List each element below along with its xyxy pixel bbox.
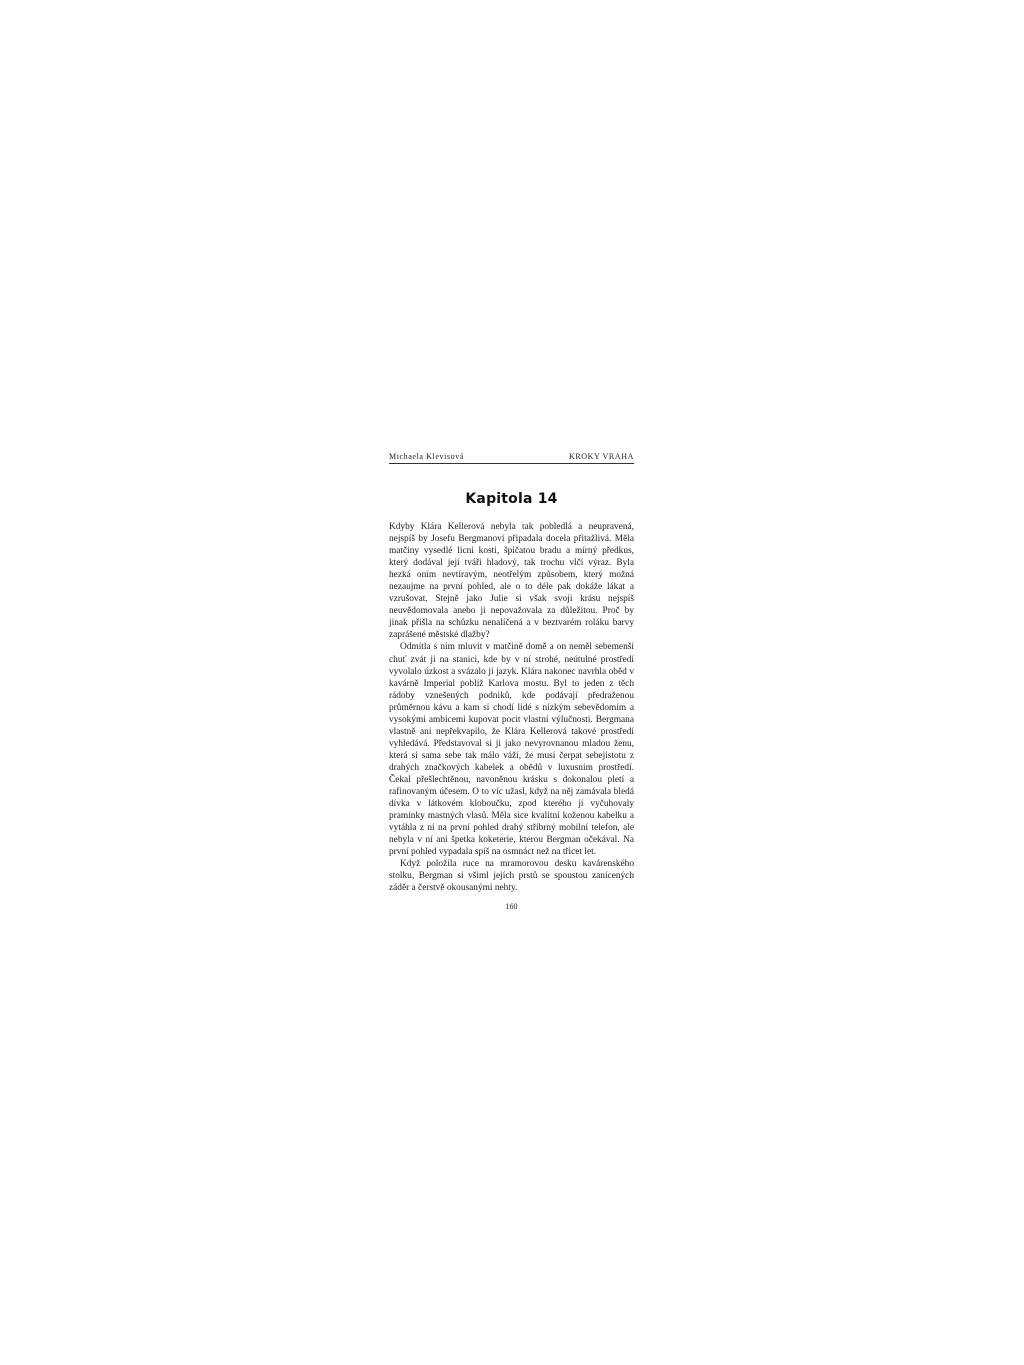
paragraph: Odmítla s ním mluvit v matčině domě a on neměl sebemenší chuť zvát ji na stanici, kde by v ní strohé, neútulné prostředí vyvolalo úzkost a svázalo jí jazyk. Klára nakonec navrhla oběd v kavárně Imperial poblíž Karlova mostu. Byl to jeden z těch rádoby vznešených podniků, kde podávají předraženou průměrnou kávu a kam si chodí lidé s nízkým sebevědomím a vysokými ambicemi kupovat pocit vlastní výlučnosti. Bergmana vlastně ani nepřekvapilo, že Klára Kellerová takové prostředí vyhledává. Představoval si ji jako nevyrovnanou mladou ženu, která si sama sebe tak málo váží, že musí čerpat sebejistotu z drahých značkových kabelek a obědů v luxusním prostředí. Čekal přešlechtěnou, navoněnou krásku s dokonalou pletí a rafinovaným účesem. O to víc užasl, když na něj zamávala bledá dívka v látkovém kloboučku, zpod kterého jí vyčuhovaly pramínky mastných vlasů. Měla sice kvalitní koženou kabelku a vytáhla z ní na první pohled drahý stříbrný mobilní telefon, ale nebyla v ní ani špetka koketerie, kterou Bergman očekával. Na první pohled vypadala spíš na osmnáct než na třicet let. — [389, 642, 634, 858]
chapter-body — [389, 521, 634, 894]
paragraph: Kdyby Klára Kellerová nebyla tak pobledlá a neupravená, nejspíš by Josefu Bergmanovi připadala docela přitažlivá. Měla matčiny vysedlé lícní kosti, špičatou bradu a mírný předkus, který dodával její tváři hladový, tak trochu vlčí výraz. Byla hezká oním nevtíravým, neotřelým způsobem, který možná nezaujme na první pohled, ale o to déle pak dokáže lákat a vzrušovat. Stejně jako Julie si však svoji krásu nejspíš neuvědomovala anebo ji nepovažovala za důležitou. Proč by jinak přišla na schůzku nenalíčená a v beztvarém roláku barvy zaprášené městské dlažby? — [389, 522, 634, 641]
header-author: Michaela Klevisová — [389, 452, 464, 461]
paragraph: Když položila ruce na mramorovou desku kavárenského stolku, Bergman si všiml jejích prstů se spoustou zanícených záděr a čerstvě okousanými nehty. — [389, 859, 634, 894]
book-page — [389, 452, 634, 911]
chapter-title: Kapitola 14 — [465, 491, 558, 507]
page-number: 160 — [505, 902, 518, 912]
header-book-title: KROKY VRAHA — [568, 452, 634, 461]
running-header — [389, 452, 634, 464]
